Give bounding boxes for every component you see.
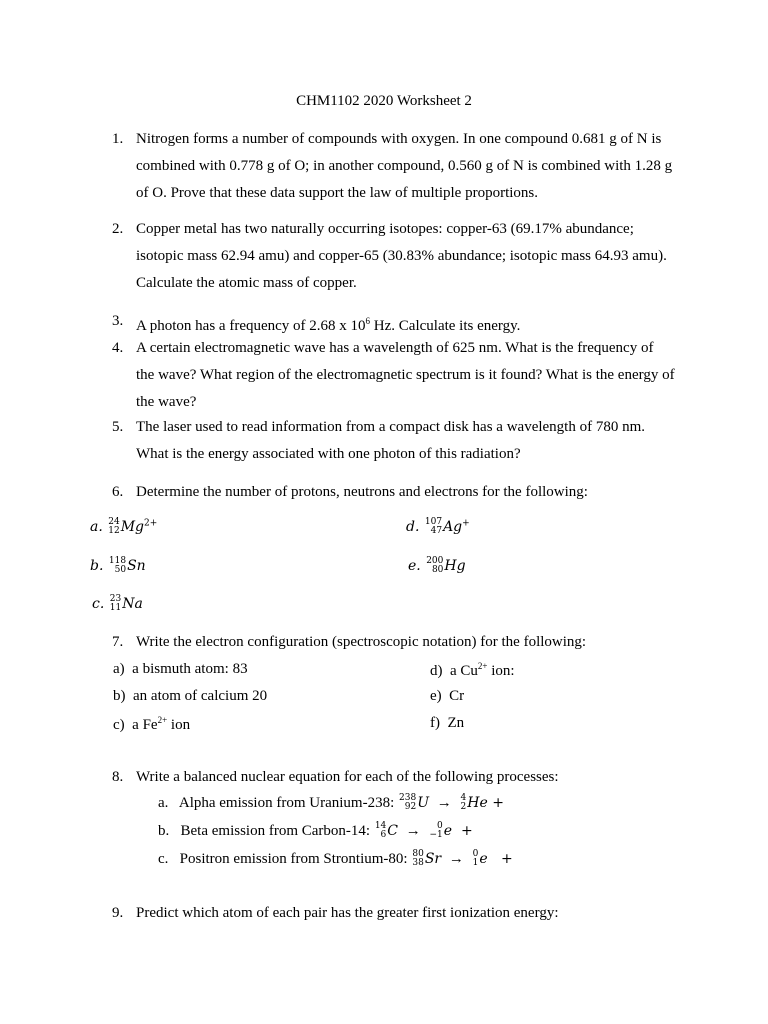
item-text: Alpha emission from Uranium-238: [178, 795, 395, 811]
element-symbol: e [479, 851, 488, 867]
ion-charge: 2+ [477, 661, 488, 671]
question-text: Hz. Calculate its energy. [370, 318, 521, 334]
question-number: 2. [112, 221, 124, 237]
element-symbol: Na [122, 596, 143, 612]
q7-item-b [113, 688, 267, 705]
question-8 [112, 764, 682, 791]
question-line: Copper metal has two naturally occurring isotopes: copper-63 (69.17% abundance; [136, 221, 634, 237]
question-5 [112, 414, 682, 468]
item-label: a. [158, 795, 169, 811]
item-text: a Fe [132, 717, 158, 733]
mass-number: 118 [108, 556, 127, 566]
element-symbol: U [417, 795, 429, 811]
mass-number: 4 [460, 793, 467, 803]
item-text: ion: [487, 663, 515, 679]
question-2 [112, 216, 682, 297]
exponent: 6 [365, 316, 371, 326]
question-1 [112, 126, 682, 207]
ion-charge: + [462, 518, 470, 529]
mass-number: 14 [374, 821, 387, 831]
mass-number: 24 [108, 517, 120, 527]
question-4 [112, 335, 682, 416]
question-number: 9. [112, 905, 124, 921]
atomic-number: −1 [429, 830, 443, 840]
question-text: Predict which atom of each pair has the greater first ionization energy: [136, 905, 559, 921]
ion-charge: 2+ [157, 715, 168, 725]
question-9 [112, 900, 682, 927]
item-label: c. [158, 851, 169, 867]
atomic-number: 11 [109, 603, 122, 613]
atomic-number: 38 [412, 858, 424, 868]
isotope-a [90, 518, 157, 536]
question-line: What is the energy associated with one photon of this radiation? [136, 446, 521, 462]
mass-number: 200 [426, 556, 444, 566]
atomic-number: 6 [380, 830, 387, 840]
question-line: Calculate the atomic mass of copper. [136, 275, 357, 291]
item-label: e. [408, 558, 421, 574]
item-text: Positron emission from Strontium-80: [179, 851, 408, 867]
item-label: a. [90, 519, 103, 535]
item-text: ion [167, 717, 191, 733]
question-line: The laser used to read information from a compact disk has a wavelength of 780 nm. [136, 419, 646, 435]
isotope-c [92, 595, 143, 613]
atomic-number: 12 [108, 526, 120, 536]
element-symbol: C [387, 823, 398, 839]
ion-charge: 2+ [144, 518, 158, 529]
atomic-number: 2 [460, 802, 467, 812]
item-label: b) [113, 688, 126, 704]
item-label: c. [92, 596, 105, 612]
q7-item-f [430, 715, 464, 732]
item-label: e) [430, 688, 442, 704]
q7-item-e [430, 688, 464, 705]
question-number: 3. [112, 313, 124, 329]
atomic-number: 1 [472, 858, 479, 868]
isotope-e [408, 557, 466, 575]
question-6 [112, 479, 682, 506]
arrow-icon: → [405, 823, 421, 839]
item-label: b. [158, 823, 170, 839]
isotope-d [406, 518, 470, 536]
question-line: combined with 0.778 g of O; in another compound, 0.560 g of N is combined with 1.28 g [136, 158, 673, 174]
item-text: Cr [449, 688, 465, 704]
mass-number: 107 [424, 517, 443, 527]
question-number: 8. [112, 769, 124, 785]
item-label: d) [430, 663, 443, 679]
arrow-icon: → [436, 795, 452, 811]
question-line: the wave? [136, 394, 197, 410]
element-symbol: Hg [444, 558, 466, 574]
nuclear-equation-b [158, 822, 473, 840]
mass-number: 23 [109, 594, 122, 604]
plus-sign: + [501, 851, 513, 867]
atomic-number: 47 [430, 526, 443, 536]
item-label: b. [90, 558, 104, 574]
question-line: A certain electromagnetic wave has a wavelength of 625 nm. What is the frequency of [136, 340, 654, 356]
question-number: 7. [112, 634, 124, 650]
mass-number: 80 [412, 849, 424, 859]
question-text: Write a balanced nuclear equation for each of the following processes: [136, 769, 559, 785]
element-symbol: Mg [120, 519, 144, 535]
question-line: of O. Prove that these data support the law of multiple proportions. [136, 185, 539, 201]
mass-number: 238 [399, 793, 417, 803]
question-number: 5. [112, 419, 124, 435]
question-7 [112, 629, 682, 656]
question-line: the wave? What region of the electromagnetic spectrum is it found? What is the energy of [136, 367, 675, 383]
nuclear-equation-a [158, 794, 504, 812]
nuclear-equation-c [158, 850, 513, 868]
atomic-number: 80 [431, 565, 444, 575]
question-text: A photon has a frequency of 2.68 x 10 [136, 318, 366, 334]
item-text: a Cu [450, 663, 478, 679]
item-label: a) [113, 661, 125, 677]
q7-item-d [430, 661, 515, 680]
item-text: Beta emission from Carbon-14: [180, 823, 371, 839]
element-symbol: Sn [127, 558, 146, 574]
atomic-number: 92 [404, 802, 417, 812]
arrow-icon: → [448, 851, 464, 867]
element-symbol: e [443, 823, 453, 839]
mass-number: 0 [472, 849, 479, 859]
question-number: 1. [112, 131, 124, 147]
q7-item-a [113, 661, 248, 678]
q7-item-c [113, 715, 190, 734]
element-symbol: Sr [424, 851, 442, 867]
element-symbol: Ag [443, 519, 463, 535]
page-title: CHM1102 2020 Worksheet 2 [296, 93, 472, 109]
mass-number: 0 [437, 821, 443, 831]
question-number: 6. [112, 484, 124, 500]
question-line: isotopic mass 62.94 amu) and copper-65 (30.83% abundance; isotopic mass 64.93 amu). [136, 248, 667, 264]
atomic-number: 50 [114, 565, 127, 575]
plus-sign: + [460, 823, 473, 839]
item-label: f) [430, 715, 440, 731]
element-symbol: He [467, 795, 488, 811]
item-label: c) [113, 717, 125, 733]
item-text: an atom of calcium 20 [133, 688, 268, 704]
question-number: 4. [112, 340, 124, 356]
isotope-b [90, 557, 146, 575]
item-text: a bismuth atom: 83 [132, 661, 248, 677]
plus-sign: + [492, 795, 504, 811]
question-line: Nitrogen forms a number of compounds with oxygen. In one compound 0.681 g of N is [136, 131, 662, 147]
question-text: Determine the number of protons, neutrons and electrons for the following: [136, 484, 588, 500]
item-text: Zn [447, 715, 465, 731]
question-text: Write the electron configuration (spectroscopic notation) for the following: [136, 634, 587, 650]
item-label: d. [406, 519, 420, 535]
